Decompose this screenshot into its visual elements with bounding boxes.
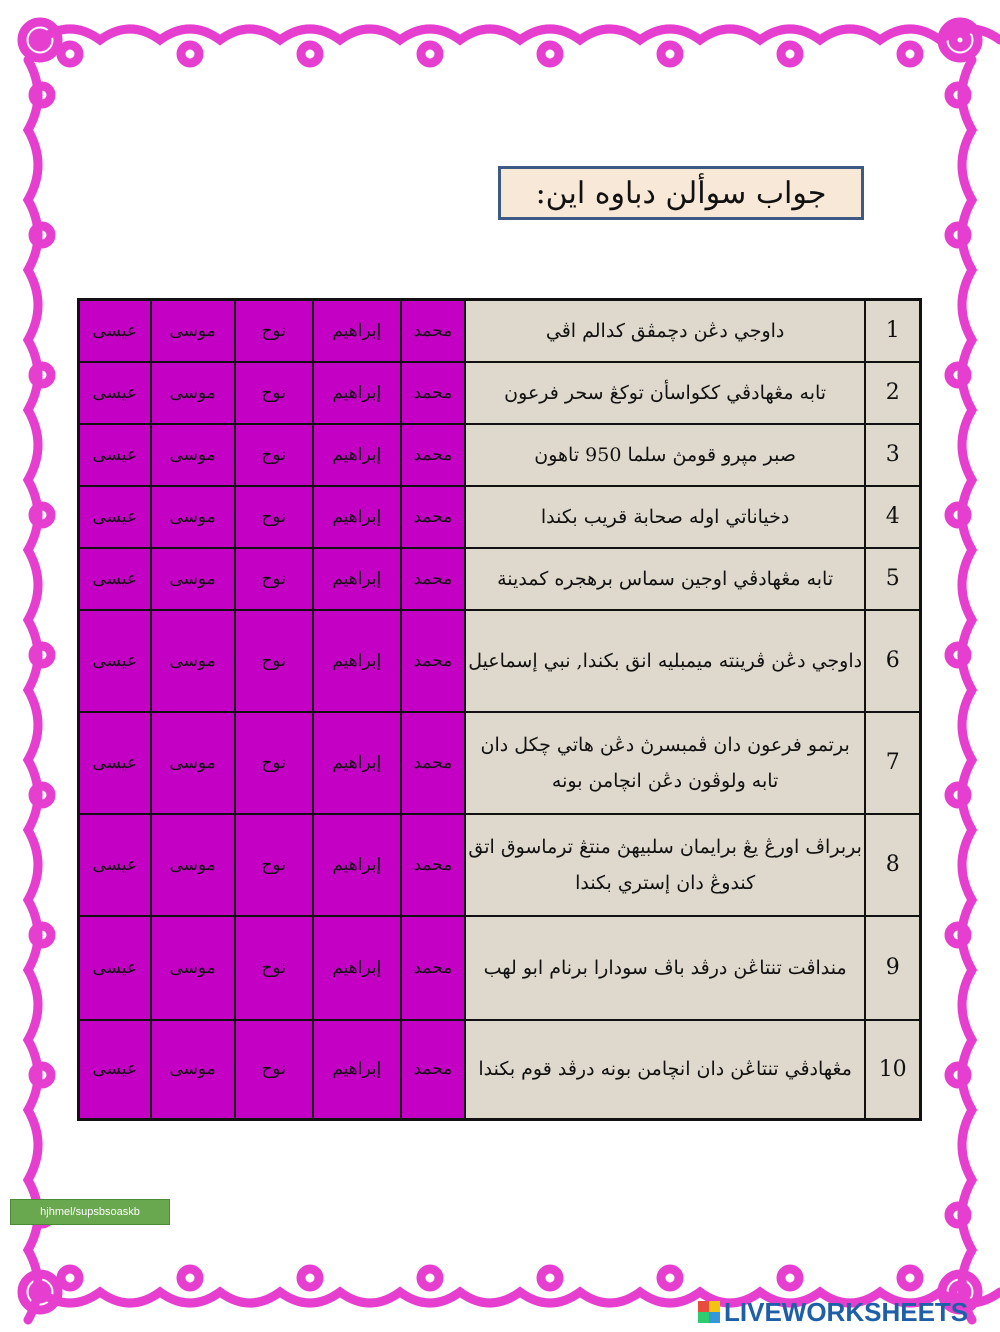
- answer-option[interactable]: موسى: [151, 300, 235, 362]
- answer-option[interactable]: نوح: [235, 610, 313, 712]
- answer-option[interactable]: نوح: [235, 548, 313, 610]
- answer-option[interactable]: محمد: [401, 814, 465, 916]
- question-text: مڠهادڤي تنتاڠن دان انچامن بونه درڤد قوم بكندا: [465, 1020, 865, 1120]
- answer-option[interactable]: إبراهيم: [313, 362, 401, 424]
- answer-option[interactable]: محمد: [401, 548, 465, 610]
- question-text: داوجي دڠن ڤرينته ميمبليه انق بكندا, نبي إسماعيل: [465, 610, 865, 712]
- answer-option[interactable]: إبراهيم: [313, 486, 401, 548]
- answer-option[interactable]: نوح: [235, 362, 313, 424]
- answer-option[interactable]: عيسى: [79, 1020, 151, 1120]
- answer-option[interactable]: نوح: [235, 486, 313, 548]
- author-tag: hjhmel/supsbsoaskb: [10, 1199, 170, 1225]
- answer-option[interactable]: نوح: [235, 300, 313, 362]
- question-row: [79, 548, 921, 610]
- question-text: صبر مپرو قومڽ سلما 950 تاهون: [465, 424, 865, 486]
- question-row: [79, 916, 921, 1020]
- answer-option[interactable]: عيسى: [79, 610, 151, 712]
- question-number: 9: [865, 916, 920, 1020]
- answer-option[interactable]: موسى: [151, 548, 235, 610]
- answer-option[interactable]: إبراهيم: [313, 300, 401, 362]
- answer-option[interactable]: عيسى: [79, 362, 151, 424]
- question-number: 2: [865, 362, 920, 424]
- answer-option[interactable]: عيسى: [79, 814, 151, 916]
- question-row: [79, 424, 921, 486]
- question-table: [77, 298, 922, 1121]
- answer-option[interactable]: محمد: [401, 424, 465, 486]
- answer-option[interactable]: موسى: [151, 362, 235, 424]
- question-row: [79, 1020, 921, 1120]
- answer-option[interactable]: نوح: [235, 1020, 313, 1120]
- answer-option[interactable]: عيسى: [79, 424, 151, 486]
- question-row: [79, 300, 921, 362]
- answer-option[interactable]: نوح: [235, 712, 313, 814]
- question-number: 8: [865, 814, 920, 916]
- answer-option[interactable]: موسى: [151, 610, 235, 712]
- answer-option[interactable]: محمد: [401, 1020, 465, 1120]
- answer-option[interactable]: عيسى: [79, 548, 151, 610]
- question-text: داوجي دڠن دچمڤق كدالم اڤي: [465, 300, 865, 362]
- question-row: [79, 362, 921, 424]
- question-text: تابه مڠهادڤي ككواسأن توكڠ سحر فرعون: [465, 362, 865, 424]
- answer-option[interactable]: موسى: [151, 486, 235, 548]
- answer-option[interactable]: نوح: [235, 424, 313, 486]
- answer-option[interactable]: موسى: [151, 814, 235, 916]
- answer-option[interactable]: نوح: [235, 814, 313, 916]
- answer-option[interactable]: إبراهيم: [313, 548, 401, 610]
- brand-text: LIVEWORKSHEETS: [724, 1296, 969, 1327]
- answer-option[interactable]: محمد: [401, 610, 465, 712]
- answer-option[interactable]: عيسى: [79, 486, 151, 548]
- liveworksheets-brand[interactable]: [698, 1297, 968, 1327]
- question-number: 7: [865, 712, 920, 814]
- question-row: [79, 712, 921, 814]
- question-text: تابه مڠهادڤي اوجين سماس برهجره كمدينة: [465, 548, 865, 610]
- answer-option[interactable]: محمد: [401, 916, 465, 1020]
- answer-option[interactable]: إبراهيم: [313, 424, 401, 486]
- answer-option[interactable]: موسى: [151, 916, 235, 1020]
- answer-option[interactable]: محمد: [401, 300, 465, 362]
- question-text: منداڤت تنتاڠن درڤد باڤ سودارا برنام ابو لهب: [465, 916, 865, 1020]
- answer-option[interactable]: عيسى: [79, 712, 151, 814]
- answer-option[interactable]: محمد: [401, 712, 465, 814]
- answer-option[interactable]: عيسى: [79, 300, 151, 362]
- answer-option[interactable]: عيسى: [79, 916, 151, 1020]
- answer-option[interactable]: محمد: [401, 486, 465, 548]
- answer-option[interactable]: إبراهيم: [313, 1020, 401, 1120]
- answer-option[interactable]: نوح: [235, 916, 313, 1020]
- answer-option[interactable]: موسى: [151, 1020, 235, 1120]
- question-text: برتمو فرعون دان ڤمبسرڽ دڠن هاتي چكل دان تابه ولوڤون دڠن انچامن بونه: [465, 712, 865, 814]
- answer-option[interactable]: محمد: [401, 362, 465, 424]
- answer-option[interactable]: إبراهيم: [313, 712, 401, 814]
- question-row: [79, 814, 921, 916]
- question-number: 4: [865, 486, 920, 548]
- question-number: 5: [865, 548, 920, 610]
- answer-option[interactable]: موسى: [151, 712, 235, 814]
- question-number: 1: [865, 300, 920, 362]
- question-number: 6: [865, 610, 920, 712]
- answer-option[interactable]: إبراهيم: [313, 916, 401, 1020]
- answer-option[interactable]: موسى: [151, 424, 235, 486]
- liveworksheets-logo-icon: [698, 1301, 720, 1323]
- question-number: 3: [865, 424, 920, 486]
- worksheet-title: جواب سوألن دباوه اين:: [498, 166, 864, 220]
- answer-option[interactable]: إبراهيم: [313, 610, 401, 712]
- question-row: [79, 486, 921, 548]
- answer-option[interactable]: إبراهيم: [313, 814, 401, 916]
- question-number: 10: [865, 1020, 920, 1120]
- question-text: دخياناتي اوله صحابة قريب بكندا: [465, 486, 865, 548]
- question-text: بربراڤ اورڠ يڠ برايمان سلبيهڽ منتڠ ترماسوق اتق كندوڠ دان إستري بكندا: [465, 814, 865, 916]
- question-row: [79, 610, 921, 712]
